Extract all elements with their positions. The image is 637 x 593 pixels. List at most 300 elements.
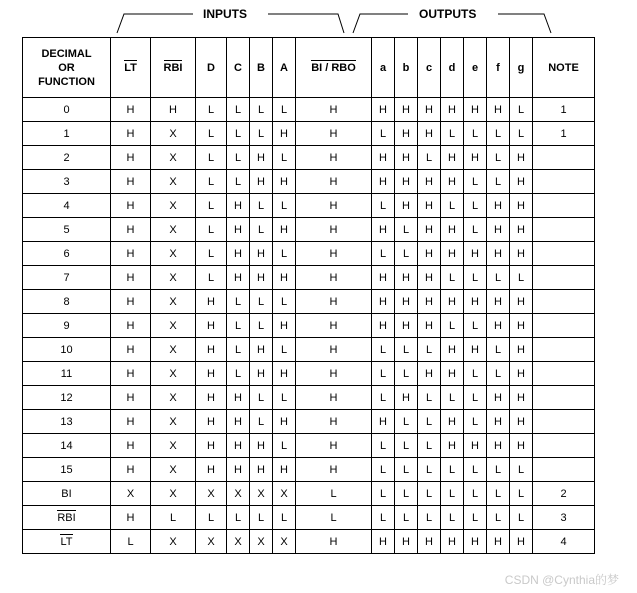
table-cell: H xyxy=(296,146,372,170)
table-cell: X xyxy=(227,530,250,554)
table-cell xyxy=(533,290,595,314)
table-row xyxy=(23,122,595,146)
table-cell: L xyxy=(441,266,464,290)
table-cell: H xyxy=(227,434,250,458)
table-cell: H xyxy=(296,434,372,458)
column-header xyxy=(441,38,464,98)
table-cell: H xyxy=(296,290,372,314)
table-cell: H xyxy=(395,122,418,146)
table-cell: L xyxy=(196,194,227,218)
column-header xyxy=(395,38,418,98)
table-cell: X xyxy=(196,530,227,554)
table-cell: L xyxy=(418,506,441,530)
table-cell: H xyxy=(296,410,372,434)
table-cell: X xyxy=(273,482,296,506)
table-cell: H xyxy=(227,458,250,482)
table-cell: L xyxy=(250,314,273,338)
table-cell: X xyxy=(151,410,196,434)
row-label xyxy=(23,410,111,434)
table-cell: L xyxy=(464,482,487,506)
row-label-text: 15 xyxy=(60,463,73,476)
column-header xyxy=(533,38,595,98)
table-cell: L xyxy=(487,362,510,386)
table-cell: L xyxy=(196,266,227,290)
table-cell: H xyxy=(510,242,533,266)
column-header xyxy=(296,38,372,98)
table-row xyxy=(23,194,595,218)
table-cell: X xyxy=(151,170,196,194)
column-header-label: A xyxy=(280,61,288,74)
table-cell: H xyxy=(395,194,418,218)
table-cell: L xyxy=(464,362,487,386)
table-cell xyxy=(533,314,595,338)
table-cell: H xyxy=(196,362,227,386)
header-row xyxy=(23,38,595,98)
table-cell: L xyxy=(273,290,296,314)
row-label xyxy=(23,146,111,170)
inputs-group-label: INPUTS xyxy=(203,7,248,21)
table-cell: L xyxy=(395,434,418,458)
column-header xyxy=(464,38,487,98)
table-cell: H xyxy=(395,146,418,170)
table-cell: L xyxy=(395,218,418,242)
table-cell: L xyxy=(227,170,250,194)
table-cell: L xyxy=(441,482,464,506)
table-cell: H xyxy=(510,434,533,458)
table-cell: L xyxy=(487,266,510,290)
table-cell: L xyxy=(372,458,395,482)
table-cell: H xyxy=(418,122,441,146)
table-cell: L xyxy=(372,242,395,266)
table-cell: L xyxy=(464,170,487,194)
table-cell: X xyxy=(151,242,196,266)
table-cell: H xyxy=(441,218,464,242)
table-row xyxy=(23,218,595,242)
table-cell: X xyxy=(151,314,196,338)
row-label-text: LT xyxy=(60,535,73,548)
table-cell xyxy=(533,242,595,266)
table-row xyxy=(23,410,595,434)
table-cell: H xyxy=(250,458,273,482)
table-cell: H xyxy=(227,266,250,290)
table-cell: L xyxy=(464,410,487,434)
table-cell: H xyxy=(464,146,487,170)
table-cell: H xyxy=(487,242,510,266)
row-label-text: 1 xyxy=(63,127,70,140)
table-cell: H xyxy=(510,338,533,362)
watermark: CSDN @Cynthia的梦 xyxy=(504,573,619,587)
table-cell: X xyxy=(273,530,296,554)
table-cell: H xyxy=(296,122,372,146)
row-label-text: 9 xyxy=(63,319,70,332)
table-cell: L xyxy=(372,122,395,146)
table-cell: H xyxy=(418,290,441,314)
row-label xyxy=(23,290,111,314)
table-row xyxy=(23,458,595,482)
table-row xyxy=(23,482,595,506)
column-header xyxy=(227,38,250,98)
table-cell: H xyxy=(464,98,487,122)
table-cell: H xyxy=(487,98,510,122)
table-cell: X xyxy=(151,530,196,554)
table-cell xyxy=(533,458,595,482)
table-cell: H xyxy=(250,242,273,266)
table-cell: H xyxy=(372,146,395,170)
table-row xyxy=(23,290,595,314)
table-cell: H xyxy=(372,530,395,554)
table-cell: L xyxy=(227,98,250,122)
table-cell: L xyxy=(273,98,296,122)
table-cell xyxy=(533,146,595,170)
table-cell: H xyxy=(372,266,395,290)
table-cell: H xyxy=(111,362,151,386)
table-cell: H xyxy=(395,98,418,122)
table-cell: H xyxy=(510,194,533,218)
table-cell: H xyxy=(296,98,372,122)
row-label xyxy=(23,122,111,146)
table-cell: L xyxy=(372,506,395,530)
table-cell xyxy=(533,338,595,362)
table-cell: H xyxy=(273,170,296,194)
row-label xyxy=(23,482,111,506)
table-cell: L xyxy=(418,386,441,410)
table-cell: L xyxy=(418,146,441,170)
column-header xyxy=(250,38,273,98)
table-cell xyxy=(533,362,595,386)
table-cell: H xyxy=(111,194,151,218)
table-cell: H xyxy=(510,314,533,338)
row-label xyxy=(23,338,111,362)
column-header xyxy=(372,38,395,98)
row-label-text: 3 xyxy=(63,175,70,188)
table-cell: H xyxy=(418,242,441,266)
table-cell: H xyxy=(441,242,464,266)
column-header xyxy=(418,38,441,98)
row-label xyxy=(23,170,111,194)
table-cell: L xyxy=(372,386,395,410)
row-label xyxy=(23,218,111,242)
table-cell: L xyxy=(227,338,250,362)
table-cell xyxy=(533,170,595,194)
table-cell: H xyxy=(510,386,533,410)
table-cell: L xyxy=(250,386,273,410)
table-cell: H xyxy=(111,218,151,242)
truth-table xyxy=(22,37,595,554)
table-cell: H xyxy=(111,290,151,314)
table-cell: H xyxy=(196,434,227,458)
group-header-bar xyxy=(0,0,637,40)
table-cell: L xyxy=(441,386,464,410)
table-row xyxy=(23,242,595,266)
table-cell: L xyxy=(227,506,250,530)
column-header-label: d xyxy=(448,61,456,74)
table-cell: L xyxy=(273,434,296,458)
table-cell: H xyxy=(273,218,296,242)
table-row xyxy=(23,170,595,194)
row-label xyxy=(23,314,111,338)
table-cell: L xyxy=(372,482,395,506)
column-header-label: b xyxy=(402,61,410,74)
row-label xyxy=(23,530,111,554)
table-cell: H xyxy=(487,434,510,458)
table-cell: X xyxy=(111,482,151,506)
table-cell: L xyxy=(273,506,296,530)
table-cell: H xyxy=(418,170,441,194)
table-cell: L xyxy=(250,506,273,530)
table-cell: H xyxy=(296,386,372,410)
table-cell: H xyxy=(111,98,151,122)
table-cell: H xyxy=(273,458,296,482)
table-cell: X xyxy=(250,530,273,554)
group-brackets xyxy=(0,0,637,40)
table-cell: H xyxy=(296,338,372,362)
row-label-text: RBI xyxy=(57,511,76,524)
table-cell: H xyxy=(196,338,227,362)
table-cell: H xyxy=(510,146,533,170)
table-cell: L xyxy=(227,122,250,146)
table-cell: H xyxy=(296,242,372,266)
table-cell: H xyxy=(418,362,441,386)
table-cell: L xyxy=(510,458,533,482)
table-cell: H xyxy=(441,170,464,194)
table-cell: H xyxy=(372,410,395,434)
table-cell: L xyxy=(487,482,510,506)
column-header-label: e xyxy=(471,61,479,74)
table-cell: H xyxy=(441,410,464,434)
table-cell: H xyxy=(273,266,296,290)
table-cell: L xyxy=(196,506,227,530)
table-cell: H xyxy=(111,458,151,482)
table-cell: L xyxy=(487,506,510,530)
table-cell: H xyxy=(273,410,296,434)
table-cell: X xyxy=(151,386,196,410)
row-label-text: 8 xyxy=(63,295,70,308)
table-row xyxy=(23,362,595,386)
table-cell: H xyxy=(250,266,273,290)
row-label xyxy=(23,266,111,290)
table-cell: H xyxy=(296,314,372,338)
table-cell: 2 xyxy=(533,482,595,506)
table-cell: H xyxy=(395,314,418,338)
table-cell: H xyxy=(487,218,510,242)
table-cell: H xyxy=(510,290,533,314)
table-cell: H xyxy=(296,170,372,194)
table-cell: H xyxy=(111,410,151,434)
column-header-label: f xyxy=(496,61,500,74)
table-cell: L xyxy=(250,194,273,218)
table-cell: X xyxy=(227,482,250,506)
table-cell: L xyxy=(372,338,395,362)
table-cell: L xyxy=(510,482,533,506)
table-row xyxy=(23,338,595,362)
row-label-text: 5 xyxy=(63,223,70,236)
row-label xyxy=(23,506,111,530)
table-cell: 1 xyxy=(533,122,595,146)
table-cell: H xyxy=(250,338,273,362)
table-cell: H xyxy=(111,242,151,266)
table-cell: H xyxy=(227,410,250,434)
table-cell: H xyxy=(418,530,441,554)
table-cell: L xyxy=(418,458,441,482)
row-label-text: 13 xyxy=(60,415,73,428)
table-cell: L xyxy=(395,458,418,482)
table-cell: X xyxy=(151,458,196,482)
table-cell: X xyxy=(151,194,196,218)
table-cell: H xyxy=(372,290,395,314)
table-cell: L xyxy=(418,482,441,506)
table-cell: 1 xyxy=(533,98,595,122)
table-cell: H xyxy=(510,218,533,242)
table-cell: L xyxy=(296,482,372,506)
table-cell: L xyxy=(196,146,227,170)
table-cell: H xyxy=(227,218,250,242)
table-cell: X xyxy=(151,434,196,458)
column-header xyxy=(196,38,227,98)
column-header-label: c xyxy=(425,61,433,74)
table-cell: H xyxy=(227,194,250,218)
table-cell: L xyxy=(250,218,273,242)
table-row xyxy=(23,314,595,338)
table-cell: L xyxy=(464,122,487,146)
table-cell: H xyxy=(196,314,227,338)
table-cell: H xyxy=(441,434,464,458)
table-cell: L xyxy=(395,338,418,362)
table-cell: H xyxy=(250,146,273,170)
table-cell: H xyxy=(111,314,151,338)
table-cell: H xyxy=(395,386,418,410)
column-header-label: C xyxy=(234,61,242,74)
table-cell: L xyxy=(250,98,273,122)
table-cell: L xyxy=(487,170,510,194)
table-cell: L xyxy=(273,242,296,266)
table-cell: X xyxy=(151,266,196,290)
table-cell: L xyxy=(273,386,296,410)
table-cell xyxy=(533,410,595,434)
table-cell: H xyxy=(196,410,227,434)
column-header-label: D xyxy=(207,61,215,74)
column-header xyxy=(273,38,296,98)
table-cell: H xyxy=(487,290,510,314)
table-cell: H xyxy=(273,122,296,146)
table-cell: X xyxy=(151,290,196,314)
table-cell: H xyxy=(296,362,372,386)
column-header-label: BI / RBO xyxy=(311,61,356,74)
table-cell: H xyxy=(111,266,151,290)
table-row xyxy=(23,98,595,122)
row-label xyxy=(23,386,111,410)
table-cell: L xyxy=(487,146,510,170)
table-cell: X xyxy=(196,482,227,506)
table-cell xyxy=(533,434,595,458)
table-cell: L xyxy=(464,218,487,242)
table-cell: H xyxy=(418,98,441,122)
table-cell: H xyxy=(487,314,510,338)
table-cell: H xyxy=(510,410,533,434)
table-cell: H xyxy=(464,530,487,554)
row-label xyxy=(23,434,111,458)
table-cell xyxy=(533,386,595,410)
table-cell: L xyxy=(296,506,372,530)
table-cell: L xyxy=(441,122,464,146)
table-cell: H xyxy=(372,314,395,338)
table-cell: H xyxy=(441,362,464,386)
table-cell: H xyxy=(111,170,151,194)
table-cell: H xyxy=(250,434,273,458)
table-cell: L xyxy=(250,122,273,146)
table-cell: L xyxy=(510,266,533,290)
table-cell: H xyxy=(196,458,227,482)
row-label-text: 0 xyxy=(63,103,70,116)
table-cell: H xyxy=(227,386,250,410)
table-cell: H xyxy=(487,194,510,218)
table-cell: X xyxy=(151,218,196,242)
table-cell: L xyxy=(395,242,418,266)
table-cell: L xyxy=(464,266,487,290)
table-cell xyxy=(533,266,595,290)
table-cell: H xyxy=(296,218,372,242)
table-cell: L xyxy=(510,506,533,530)
table-cell: L xyxy=(372,194,395,218)
row-label-text: 6 xyxy=(63,247,70,260)
column-header-label: NOTE xyxy=(548,61,579,74)
row-label-text: 4 xyxy=(63,199,70,212)
table-cell: L xyxy=(464,458,487,482)
table-cell: H xyxy=(418,266,441,290)
row-label-text: 7 xyxy=(63,271,70,284)
table-cell: L xyxy=(196,122,227,146)
table-cell: L xyxy=(441,506,464,530)
table-cell: X xyxy=(151,122,196,146)
table-cell: L xyxy=(510,122,533,146)
table-cell: H xyxy=(510,362,533,386)
table-cell: H xyxy=(296,530,372,554)
table-cell: H xyxy=(111,386,151,410)
row-label-text: 2 xyxy=(63,151,70,164)
table-cell: H xyxy=(111,434,151,458)
table-cell: H xyxy=(372,98,395,122)
table-cell: L xyxy=(227,362,250,386)
table-cell: L xyxy=(441,194,464,218)
table-cell: L xyxy=(464,194,487,218)
table-cell: L xyxy=(372,362,395,386)
table-cell: L xyxy=(395,362,418,386)
column-header-label: a xyxy=(379,61,387,74)
table-cell: L xyxy=(464,314,487,338)
table-cell: L xyxy=(418,410,441,434)
table-cell: H xyxy=(487,410,510,434)
table-cell: L xyxy=(464,386,487,410)
column-header xyxy=(510,38,533,98)
table-cell: H xyxy=(441,530,464,554)
row-label-text: 14 xyxy=(60,439,73,452)
table-cell: L xyxy=(196,242,227,266)
table-row xyxy=(23,506,595,530)
column-header xyxy=(487,38,510,98)
table-cell: H xyxy=(441,338,464,362)
table-cell: H xyxy=(250,362,273,386)
table-cell: H xyxy=(196,290,227,314)
table-cell: H xyxy=(196,386,227,410)
column-header-label: DECIMAL OR FUNCTION xyxy=(38,47,95,88)
table-cell: L xyxy=(510,98,533,122)
table-cell: L xyxy=(196,170,227,194)
table-cell: L xyxy=(372,434,395,458)
table-cell: H xyxy=(464,290,487,314)
column-header xyxy=(23,38,111,98)
table-cell: H xyxy=(372,170,395,194)
column-header xyxy=(151,38,196,98)
row-label-text: BI xyxy=(61,487,72,500)
